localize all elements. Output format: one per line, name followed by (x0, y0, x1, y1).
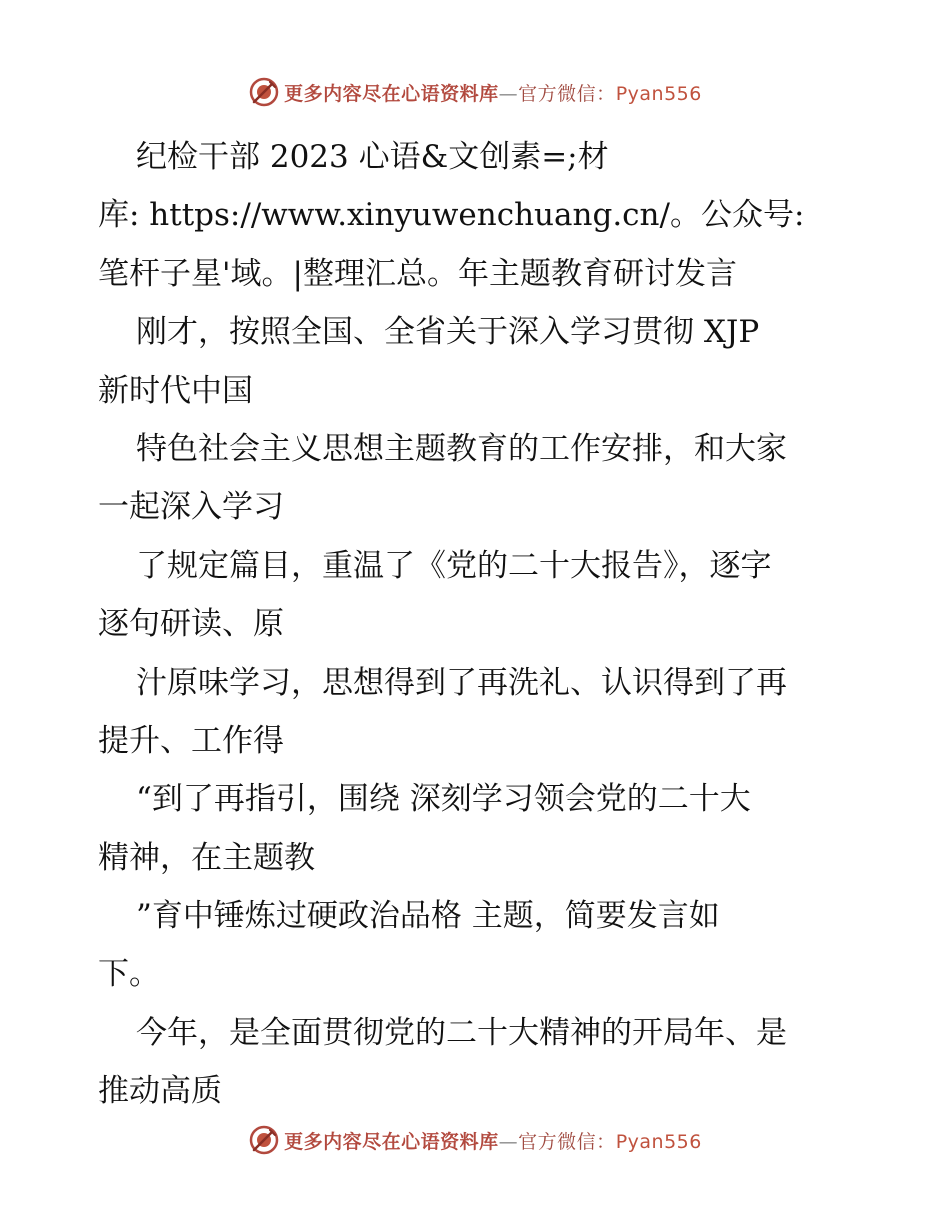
seal-logo-icon (248, 1124, 280, 1156)
watermark-dash: — (498, 1130, 519, 1153)
body-line: 下。 (98, 956, 160, 993)
document-body (98, 128, 858, 1121)
watermark-wechat-id: Pyan556 (615, 82, 702, 105)
watermark-wechat-id: Pyan556 (615, 1130, 702, 1153)
watermark-wechat-label: 官方微信： (518, 1130, 616, 1153)
body-line: 纪检干部 2023 心语&文创素=;材 (136, 139, 609, 175)
body-line: 库: https://www.xinyuwenchuang.cn/。公众号: (98, 197, 805, 234)
body-line: 一起深入学习 (98, 489, 284, 526)
body-line: 推动高质 (98, 1073, 222, 1110)
body-line: 精神，在主题教 (98, 839, 315, 876)
body-line: 笔杆子星'域。|整理汇总。年主题教育研讨发言 (98, 255, 737, 292)
body-line: 刚才，按照全国、全省关于深入学习贯彻 XJP (136, 314, 760, 351)
body-line: “到了再指引，围绕 深刻学习领会党的二十大 (136, 781, 751, 818)
header-watermark (0, 72, 950, 112)
body-line: 特色社会主义思想主题教育的工作安排，和大家 (136, 430, 787, 467)
body-line: ”育中锤炼过硬政治品格 主题，简要发言如 (136, 898, 720, 935)
body-line: 汁原味学习，思想得到了再洗礼、认识得到了再 (136, 664, 787, 701)
body-line: 逐句研读、原 (98, 606, 284, 643)
seal-logo-icon (248, 76, 280, 108)
body-line: 了规定篇目，重温了《党的二十大报告》，逐字 (136, 547, 772, 584)
body-line: 今年，是全面贯彻党的二十大精神的开局年、是 (136, 1014, 787, 1051)
watermark-site-name: 更多内容尽在心语资料库 (284, 82, 499, 105)
body-line: 新时代中国 (98, 372, 253, 409)
body-line: 提升、工作得 (98, 722, 284, 759)
watermark-dash: — (498, 82, 519, 105)
watermark-site-name: 更多内容尽在心语资料库 (284, 1130, 499, 1153)
footer-watermark (0, 1120, 950, 1160)
watermark-wechat-label: 官方微信： (518, 82, 616, 105)
